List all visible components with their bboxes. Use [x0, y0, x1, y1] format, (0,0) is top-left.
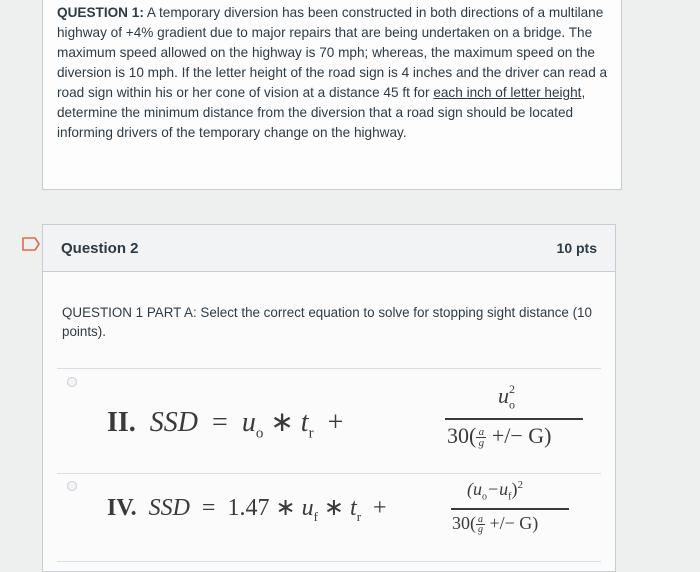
option-iv-numerator: [467, 479, 523, 503]
option-ii-numerator: [498, 383, 515, 412]
option-ii-den-a: a: [478, 426, 485, 439]
option-iv-num-close: ): [511, 479, 518, 499]
option-iv-den-start: 30(: [452, 513, 476, 533]
option-ii-equation: [107, 405, 343, 443]
option-ii-radio[interactable]: [67, 377, 77, 387]
option-iv-numeral: IV.: [107, 495, 137, 521]
option-iv-num-open: (u: [467, 479, 482, 499]
option-iv-lhs: SSD: [148, 495, 190, 521]
option-iv-num-mid: −u: [487, 479, 509, 499]
option-ii-fraction-bar: [445, 418, 583, 420]
option-iv-num-sub2: f: [508, 491, 512, 503]
option-divider: [57, 473, 601, 474]
option-iv-u-sub: f: [313, 508, 318, 524]
option-iv-fraction-bar: [451, 508, 569, 510]
option-ii-u: u: [241, 407, 256, 438]
option-iv-times1: ∗: [275, 495, 296, 521]
option-iv-u: u: [301, 495, 314, 521]
option-iv-coef: 1.47: [227, 495, 270, 521]
question2-points: 10 pts: [556, 240, 597, 256]
option-ii-num-sup: 2: [509, 381, 515, 396]
option-ii-times: ∗: [270, 407, 294, 438]
question1-text: [57, 3, 611, 143]
option-ii-equals: =: [212, 407, 228, 438]
question1-label: QUESTION 1:: [57, 5, 144, 20]
option-ii-num-sub: o: [509, 397, 515, 412]
option-iv-plus: +: [373, 495, 387, 521]
option-ii-den-g: g: [478, 437, 485, 450]
option-iv-times2: ∗: [323, 495, 345, 521]
option-iv-t: t: [350, 495, 357, 521]
question2-title: Question 2: [61, 239, 139, 257]
option-iv-denominator: [452, 513, 538, 534]
option-divider: [57, 368, 601, 369]
option-ii-u-sub: o: [255, 425, 264, 442]
option-divider: [57, 561, 601, 562]
option-ii-denominator: [447, 423, 551, 449]
question2-header: [43, 225, 615, 272]
question2-card: [42, 224, 616, 572]
option-iv-num-sup: 2: [517, 479, 523, 491]
option-ii-den-start: 30(: [447, 423, 477, 448]
option-ii-den-rest: +/− G): [486, 423, 552, 448]
option-ii-lhs: SSD: [149, 407, 199, 438]
option-ii-plus: +: [327, 407, 344, 438]
option-iv-equals: =: [201, 495, 216, 521]
option-iv-t-sub: r: [356, 508, 362, 524]
question1-underlined-text: each inch of letter height: [433, 85, 582, 100]
question1-card: [42, 0, 622, 190]
option-iv-den-g: g: [478, 524, 483, 536]
question1-text-b: , determine the minimum distance from the diversion that a road sign should be located informing drivers of the temporary change on the highway.: [57, 85, 586, 140]
option-iv-equation: [107, 493, 387, 525]
flag-question-icon[interactable]: [21, 236, 41, 252]
question1-text-a: A temporary diversion has been constructed in both directions of a multilane highway of +4% gradient due to major repairs that are being undertaken on a bridge. The maximum speed allowed on the highway is 70 mph; whereas, the maximum speed on the diversion is 10 mph. If the letter height of the road sign is 4 inches and the driver can read a road sign within his or her cone of vision at a distance 45 ft for: [57, 5, 608, 100]
option-ii-num-u: u: [498, 383, 509, 408]
option-ii-numeral: II.: [107, 407, 136, 438]
option-iv-num-sub1: o: [482, 491, 487, 503]
option-iv-den-a: a: [478, 514, 483, 526]
option-ii-t-sub: r: [308, 425, 314, 442]
option-iv-den-rest: +/− G): [485, 513, 539, 533]
question2-prompt: QUESTION 1 PART A: Select the correct equation to solve for stopping sight distance (10 points).: [62, 305, 592, 339]
option-iv-radio[interactable]: [67, 481, 77, 491]
option-ii-t: t: [300, 407, 309, 438]
